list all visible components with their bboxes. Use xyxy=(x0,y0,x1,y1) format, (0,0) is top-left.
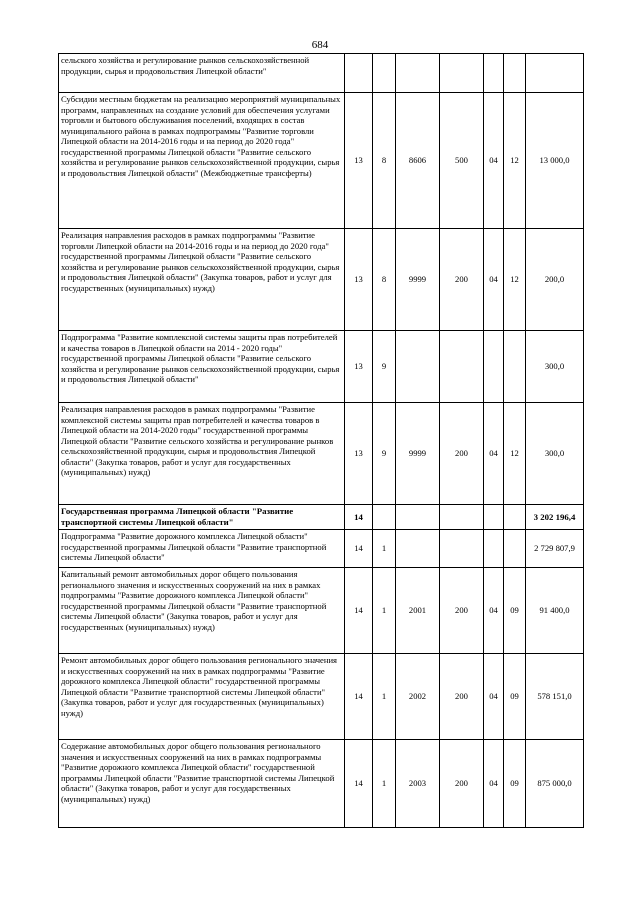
expense-type-cell: 200 xyxy=(440,568,484,654)
table-row xyxy=(59,403,584,505)
table-row xyxy=(59,568,584,654)
direction-code-cell xyxy=(396,530,440,568)
program-code-cell: 13 xyxy=(345,331,373,403)
table-row xyxy=(59,505,584,530)
amount-cell: 875 000,0 xyxy=(526,740,584,828)
section-cell: 04 xyxy=(484,740,504,828)
subprogram-code-cell: 9 xyxy=(373,331,396,403)
row-description: Субсидии местным бюджетам на реализацию мероприятий муниципальных программ, направленных на создание условий для обеспечения услугами торговли и бытового обслуживания поселений, входящих в состав муниципального района в рамках подпрограммы "Развитие торговли Липецкой области на 2014-2016 годы и на период до 2020 года" государственной программы Липецкой области "Развитие сельского хозяйства и регулирование рынков сельскохозяйственной продукции, сырья и продовольствия Липецкой области" (Межбюджетные трансферты) xyxy=(59,93,345,229)
amount-cell: 2 729 807,9 xyxy=(526,530,584,568)
section-cell xyxy=(484,331,504,403)
program-code-cell: 14 xyxy=(345,654,373,740)
subsection-cell xyxy=(504,54,526,93)
program-code-cell: 13 xyxy=(345,229,373,331)
table-row xyxy=(59,93,584,229)
subprogram-code-cell xyxy=(373,505,396,530)
section-cell xyxy=(484,505,504,530)
amount-cell: 200,0 xyxy=(526,229,584,331)
expense-type-cell: 200 xyxy=(440,740,484,828)
program-code-cell: 14 xyxy=(345,568,373,654)
expense-type-cell: 500 xyxy=(440,93,484,229)
subprogram-code-cell xyxy=(373,54,396,93)
row-description: Реализация направления расходов в рамках подпрограммы "Развитие комплексной системы защиты прав потребителей и качества товаров в Липецкой области на 2014-2020 годы" государственной программы Липецкой области "Развитие сельского хозяйства и регулирование рынков сельскохозяйственной продукции, сырья и продовольствия Липецкой области" (Закупка товаров, работ и услуг для государственных (муниципальных) нужд) xyxy=(59,403,345,505)
subsection-cell xyxy=(504,331,526,403)
program-code-cell: 14 xyxy=(345,505,373,530)
expense-type-cell xyxy=(440,530,484,568)
amount-cell: 91 400,0 xyxy=(526,568,584,654)
table-row xyxy=(59,229,584,331)
program-code-cell: 14 xyxy=(345,530,373,568)
expense-type-cell xyxy=(440,331,484,403)
direction-code-cell: 2002 xyxy=(396,654,440,740)
subsection-cell: 12 xyxy=(504,229,526,331)
row-description: Государственная программа Липецкой области "Развитие транспортной системы Липецкой области" xyxy=(59,505,345,530)
subprogram-code-cell: 1 xyxy=(373,568,396,654)
section-cell: 04 xyxy=(484,654,504,740)
row-description: Ремонт автомобильных дорог общего пользования регионального значения и искусственных сооружений на них в рамках подпрограммы "Развитие дорожного комплекса Липецкой области" государственной программы Липецкой области "Развитие транспортной системы Липецкой области" (Закупка товаров, работ и услуг для государственных (муниципальных) нужд) xyxy=(59,654,345,740)
section-cell: 04 xyxy=(484,568,504,654)
amount-cell: 3 202 196,4 xyxy=(526,505,584,530)
direction-code-cell: 2003 xyxy=(396,740,440,828)
subsection-cell: 09 xyxy=(504,654,526,740)
expense-type-cell: 200 xyxy=(440,654,484,740)
amount-cell: 300,0 xyxy=(526,331,584,403)
direction-code-cell xyxy=(396,54,440,93)
amount-cell xyxy=(526,54,584,93)
subsection-cell xyxy=(504,530,526,568)
expense-type-cell xyxy=(440,505,484,530)
program-code-cell: 13 xyxy=(345,403,373,505)
table-row xyxy=(59,530,584,568)
subprogram-code-cell: 1 xyxy=(373,740,396,828)
direction-code-cell xyxy=(396,331,440,403)
page-number: 684 xyxy=(311,39,329,51)
budget-table xyxy=(58,53,584,828)
expense-type-cell: 200 xyxy=(440,229,484,331)
amount-cell: 13 000,0 xyxy=(526,93,584,229)
section-cell xyxy=(484,530,504,568)
amount-cell: 578 151,0 xyxy=(526,654,584,740)
program-code-cell xyxy=(345,54,373,93)
subsection-cell: 12 xyxy=(504,403,526,505)
direction-code-cell: 9999 xyxy=(396,229,440,331)
table-body xyxy=(59,54,584,828)
subsection-cell: 09 xyxy=(504,740,526,828)
expense-type-cell xyxy=(440,54,484,93)
row-description: Содержание автомобильных дорог общего пользования регионального значения и искусственных сооружений на них в рамках подпрограммы "Развитие дорожного комплекса Липецкой области" государственной программы Липецкой области "Развитие транспортной системы Липецкой области" (Закупка товаров, работ и услуг для государственных (муниципальных) нужд) xyxy=(59,740,345,828)
subprogram-code-cell: 1 xyxy=(373,654,396,740)
table-row xyxy=(59,740,584,828)
table-row xyxy=(59,331,584,403)
subprogram-code-cell: 8 xyxy=(373,93,396,229)
amount-cell: 300,0 xyxy=(526,403,584,505)
table-row xyxy=(59,54,584,93)
section-cell: 04 xyxy=(484,229,504,331)
expense-type-cell: 200 xyxy=(440,403,484,505)
subprogram-code-cell: 1 xyxy=(373,530,396,568)
direction-code-cell xyxy=(396,505,440,530)
direction-code-cell: 8606 xyxy=(396,93,440,229)
row-description: Капитальный ремонт автомобильных дорог общего пользования регионального значения и искусственных сооружений на них в рамках подпрограммы "Развитие дорожного комплекса Липецкой области" государственной программы Липецкой области "Развитие транспортной системы Липецкой области" (Закупка товаров, работ и услуг для государственных (муниципальных) нужд) xyxy=(59,568,345,654)
section-cell: 04 xyxy=(484,93,504,229)
subprogram-code-cell: 8 xyxy=(373,229,396,331)
subsection-cell xyxy=(504,505,526,530)
program-code-cell: 14 xyxy=(345,740,373,828)
section-cell xyxy=(484,54,504,93)
subprogram-code-cell: 9 xyxy=(373,403,396,505)
row-description: Подпрограмма "Развитие комплексной системы защиты прав потребителей и качества товаров в Липецкой области на 2014 - 2020 годы" государственной программы Липецкой области "Развитие сельского хозяйства и регулирование рынков сельскохозяйственной продукции, сырья и продовольствия Липецкой области" xyxy=(59,331,345,403)
row-description: Реализация направления расходов в рамках подпрограммы "Развитие торговли Липецкой области на 2014-2016 годы и на период до 2020 года" государственной программы Липецкой области "Развитие сельского хозяйства и регулирование рынков сельскохозяйственной продукции, сырья и продовольствия Липецкой области" (Закупка товаров, работ и услуг для государственных (муниципальных) нужд) xyxy=(59,229,345,331)
section-cell: 04 xyxy=(484,403,504,505)
row-description: сельского хозяйства и регулирование рынков сельскохозяйственной продукции, сырья и продовольствия Липецкой области" xyxy=(59,54,345,93)
subsection-cell: 12 xyxy=(504,93,526,229)
subsection-cell: 09 xyxy=(504,568,526,654)
direction-code-cell: 2001 xyxy=(396,568,440,654)
row-description: Подпрограмма "Развитие дорожного комплекса Липецкой области" государственной программы Липецкой области "Развитие транспортной системы Липецкой области" xyxy=(59,530,345,568)
direction-code-cell: 9999 xyxy=(396,403,440,505)
table-row xyxy=(59,654,584,740)
program-code-cell: 13 xyxy=(345,93,373,229)
